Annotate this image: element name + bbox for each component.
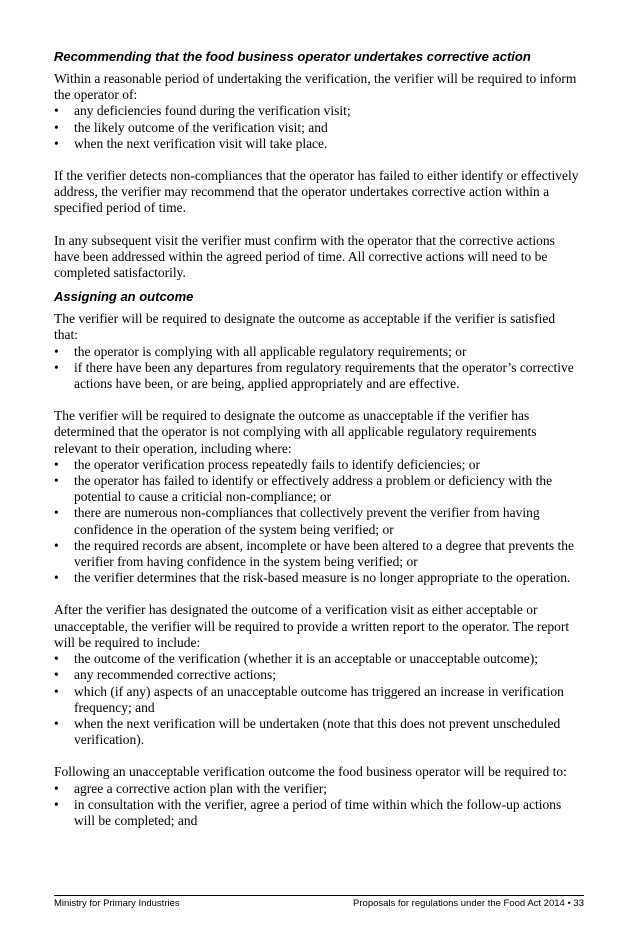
bullet-icon: •: [54, 473, 59, 489]
bullet-list-report: [54, 651, 582, 748]
list-item: • the outcome of the verification (whether it is an acceptable or unacceptable outcome);: [54, 651, 539, 667]
bullet-icon: •: [54, 359, 59, 375]
paragraph-unacceptable: The verifier will be required to designate the outcome as unacceptable if the verifier has determined that the operator is not complying with all applicable regulatory requirements relevant to their operation, including where:: [54, 408, 537, 456]
bullet-icon: •: [54, 780, 59, 796]
page-footer: [54, 898, 584, 910]
bullet-icon: •: [54, 505, 59, 521]
list-item: • if there have been any departures from regulatory requirements that the operator’s corrective actions have been, or are being, applied appropriately and are effective.: [54, 359, 574, 392]
bullet-icon: •: [54, 119, 59, 135]
list-item: • there are numerous non-compliances that collectively prevent the verifier from having confidence in the operation of the system being verified; or: [54, 505, 540, 537]
list-item: • the verifier determines that the risk-based measure is no longer appropriate to the operation.: [54, 570, 571, 586]
section-heading-assigning-outcome: Assigning an outcome: [54, 289, 194, 305]
footer-title-page-number: Proposals for regulations under the Food Act 2014 • 33: [353, 898, 584, 909]
bullet-list-following: [54, 781, 582, 830]
bullet-icon: •: [54, 103, 59, 119]
list-item: • when the next verification visit will take place.: [54, 135, 328, 151]
paragraph-noncompliance: If the verifier detects non-compliances that the operator has failed to either identify or effectively address, the verifier may recommend that the operator undertakes corrective action within a specified period of time.: [54, 168, 579, 216]
bullet-list-inform: [54, 103, 582, 152]
bullet-list-acceptable: [54, 344, 582, 393]
list-item: • the operator has failed to identify or effectively address a problem or deficiency with the potential to cause a criticial non-compliance; or: [54, 473, 553, 505]
bullet-list-unacceptable: [54, 457, 582, 587]
bullet-icon: •: [54, 537, 59, 553]
page-content: [54, 49, 582, 829]
bullet-icon: •: [54, 135, 59, 151]
list-item: • any recommended corrective actions;: [54, 667, 277, 683]
paragraph-following-unacceptable: Following an unacceptable verification outcome the food business operator will be required to:: [54, 764, 567, 780]
bullet-icon: •: [54, 343, 59, 359]
list-item: • the required records are absent, incomplete or have been altered to a degree that prevents the verifier from having confidence in the system being verified; or: [54, 537, 575, 570]
bullet-icon: •: [54, 570, 59, 586]
bullet-icon: •: [54, 456, 59, 472]
paragraph-acceptable: The verifier will be required to designate the outcome as acceptable if the verifier is satisfied that:: [54, 311, 556, 343]
paragraph-intro: Within a reasonable period of undertaking the verification, the verifier will be required to inform the operator of:: [54, 71, 577, 103]
paragraph-subsequent-visit: In any subsequent visit the verifier must confirm with the operator that the corrective actions have been addressed within the agreed period of time. All corrective actions will need to be completed satisfactorily.: [54, 232, 555, 281]
footer-publisher: Ministry for Primary Industries: [54, 898, 180, 909]
paragraph-written-report: After the verifier has designated the outcome of a verification visit as either acceptable or unacceptable, the verifier will be required to provide a written report to the operator. The report will be required to include:: [54, 602, 570, 650]
list-item: • which (if any) aspects of an unacceptable outcome has triggered an increase in verification frequency; and: [54, 683, 564, 715]
list-item: • the likely outcome of the verification visit; and: [54, 119, 328, 135]
bullet-icon: •: [54, 683, 59, 699]
list-item: • the operator is complying with all applicable regulatory requirements; or: [54, 343, 467, 359]
bullet-icon: •: [54, 796, 59, 812]
list-item: • agree a corrective action plan with the verifier;: [54, 780, 327, 796]
bullet-icon: •: [54, 651, 59, 667]
list-item: • any deficiencies found during the verification visit;: [54, 103, 351, 119]
list-item: • in consultation with the verifier, agree a period of time within which the follow-up actions will be completed; and: [54, 796, 562, 828]
bullet-icon: •: [54, 667, 59, 683]
list-item: • when the next verification will be undertaken (note that this does not prevent unscheduled verification).: [54, 715, 561, 748]
list-item: • the operator verification process repeatedly fails to identify deficiencies; or: [54, 456, 480, 472]
bullet-icon: •: [54, 715, 59, 731]
footer-divider: [54, 895, 584, 896]
section-heading-corrective-action: Recommending that the food business operator undertakes corrective action: [54, 49, 531, 64]
